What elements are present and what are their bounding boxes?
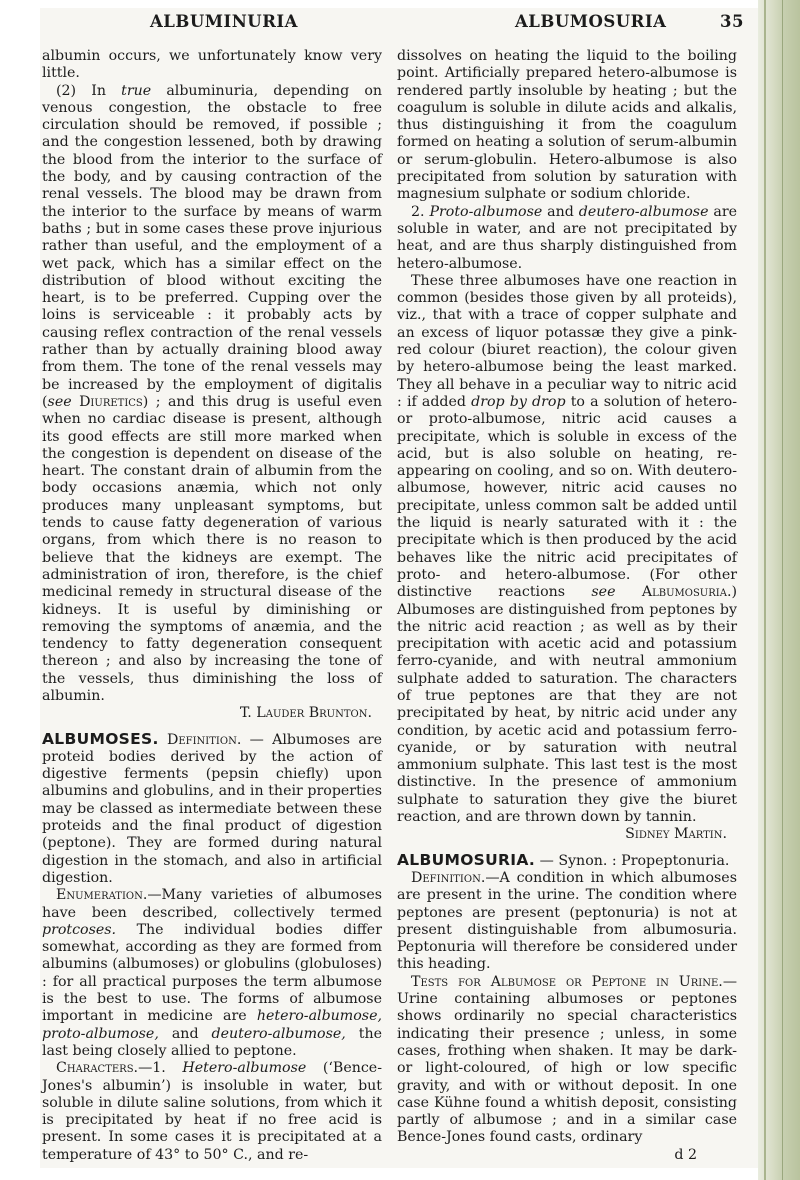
paragraph: albumin occurs, we unfortunately know very little.	[42, 48, 382, 82]
running-header	[40, 8, 758, 48]
page-number: 35	[720, 12, 744, 31]
right-running-title: ALBUMOSURIA	[515, 12, 667, 31]
signature-mark: d 2	[674, 1146, 697, 1163]
left-column	[42, 48, 382, 1164]
entry: ALBUMOSURIA. — Synon. : Propeptonuria.	[397, 850, 730, 869]
cross-reference: Diuretics	[79, 393, 143, 410]
paragraph: Enumeration.—Many varieties of albumoses have been described, collectively termed protcoses. The individual bodies differ somewhat, according as they are formed from albumins (albumoses) or globulins (globuloses) : for all practical purposes the term albumose is the best to use. The forms of albumose important in medicine are hetero-albumose, proto-albumose, and deutero-albumose, the last being closely allied to peptone.	[42, 887, 382, 1059]
paragraph: Tests for Albumose or Peptone in Urine.—Urine containing albumoses or peptones shows ordinarily no special characteristics indicating their presence ; unless, in some cases, frothing when shaken. It may be dark- or light-coloured, of high or low specific gravity, and with or without deposit. In one case Kühne found a whitish deposit, consisting partly of albumose ; and in a similar case Bence-Jones found casts, ordinary	[397, 973, 737, 1146]
author-signature: T. Lauder Brunton.	[239, 705, 372, 722]
entry: ALBUMOSES. Definition. — Albumoses are proteid bodies derived by the action of digestive ferments (pepsin chiefly) upon albumins and globulins, and in their properties may be classed as intermediate between these proteids and the final product of digestion (peptone). They are formed during natural digestion in the stomach, and also in artificial digestion.	[42, 729, 382, 886]
paragraph: dissolves on heating the liquid to the boiling point. Artificially prepared hetero-albumose is rendered partly insoluble by heating ; but the coagulum is soluble in dilute acids and alkalis, thus distinguishing it from the coagulum formed on heating a solution of serum-albumin or serum-globulin. Hetero-albumose is also precipitated from solution by saturation with magnesium sulphate or sodium chloride.	[397, 48, 737, 203]
right-column	[397, 48, 737, 1164]
left-running-title: ALBUMINURIA	[150, 12, 298, 31]
author-signature: Sidney Martin.	[625, 826, 727, 843]
cross-reference: Albumosuria.	[641, 584, 732, 601]
paragraph: 2. Proto-albumose and deutero-albumose are soluble in water, and are not precipitated by heat, and are thus sharply distinguished from hetero-albumose.	[397, 203, 738, 272]
paragraph: These three albumoses have one reaction in common (besides those given by all proteids), viz., that with a trace of copper sulphate and an excess of liquor potassæ they give a pink-red colour (biuret reaction), the colour given by hetero-albumose being the least marked. They all behave in a peculiar way to nitric acid : if added drop by drop to a solution of hetero- or proto-albumose, nitric acid causes a precipitate, which is soluble in excess of the acid, but is also soluble on heating, re-appearing on cooling, and so on. With deutero-albumose, however, nitric acid causes no precipitate, unless common salt be added until the liquid is nearly saturated with it : the precipitate which is then produced by the acid behaves like the nitric acid precipitates of proto- and hetero-albumose. (For other distinctive reactions see Albumosuria.) Albumoses are distinguished from peptones by the nitric acid reaction ; as well as by their precipitation with acetic acid and potassium ferro-cyanide, and with neutral ammonium sulphate added to saturation. The characters of true peptones are that they are not precipitated by heat, by nitric acid under any condition, by acetic acid and potassium ferro-cyanide, or by saturation with neutral ammonium sulphate. This last test is the most distinctive. In the presence of ammonium sulphate to saturation they give the biuret reaction, and are thrown down by tannin.	[397, 272, 737, 826]
entry-heading: ALBUMOSES.	[42, 729, 159, 748]
paragraph: Characters.—1. Hetero-albumose (‘Bence-Jones's albumin’) is insoluble in water, but soluble in dilute saline solutions, from which it is precipitated by heat if no free acid is present. In some cases it is precipitated at a temperature of 43° to 50° C., and re-	[42, 1060, 383, 1163]
book-page	[40, 8, 758, 1168]
paragraph: (2) In true albuminuria, depending on venous congestion, the obstacle to free circulation should be removed, if possible ; and the congestion lessened, both by drawing the blood from the interior to the surface of the body, and by causing contraction of the renal vessels. The blood may be drawn from the interior to the surface by means of warm baths ; but in some cases these prove injurious rather than useful, and the employment of a wet pack, which has a similar effect on the distribution of blood without exciting the heart, is to be preferred. Cupping over the loins is serviceable : it probably acts by causing reflex contraction of the renal vessels rather than by actually draining blood away from them. The tone of the renal vessels may be increased by the employment of digitalis (see Diuretics) ; and this drug is useful even when no cardiac disease is present, although its good effects are still more marked when the congestion is dependent on disease of the heart. The constant drain of albumin from the body occasions anæmia, which not only produces many unpleasant symptoms, but tends to cause fatty degeneration of various organs, from which there is no reason to believe that the kidneys are exempt. The administration of iron, therefore, is the chief medicinal remedy in structural disease of the kidneys. It is useful by diminishing or removing the symptoms of anæmia, and the tendency to fatty degeneration consequent thereon ; and also by increasing the tone of the vessels, thus diminishing the loss of albumin.	[42, 82, 382, 704]
page-edge	[758, 0, 800, 1180]
paragraph: Definition.—A condition in which albumoses are present in the urine. The condition where peptones are present (peptonuria) is not at present distinguishable from albumosuria. Peptonuria will therefore be considered under this heading.	[397, 869, 737, 973]
entry-heading: ALBUMOSURIA.	[397, 850, 536, 869]
